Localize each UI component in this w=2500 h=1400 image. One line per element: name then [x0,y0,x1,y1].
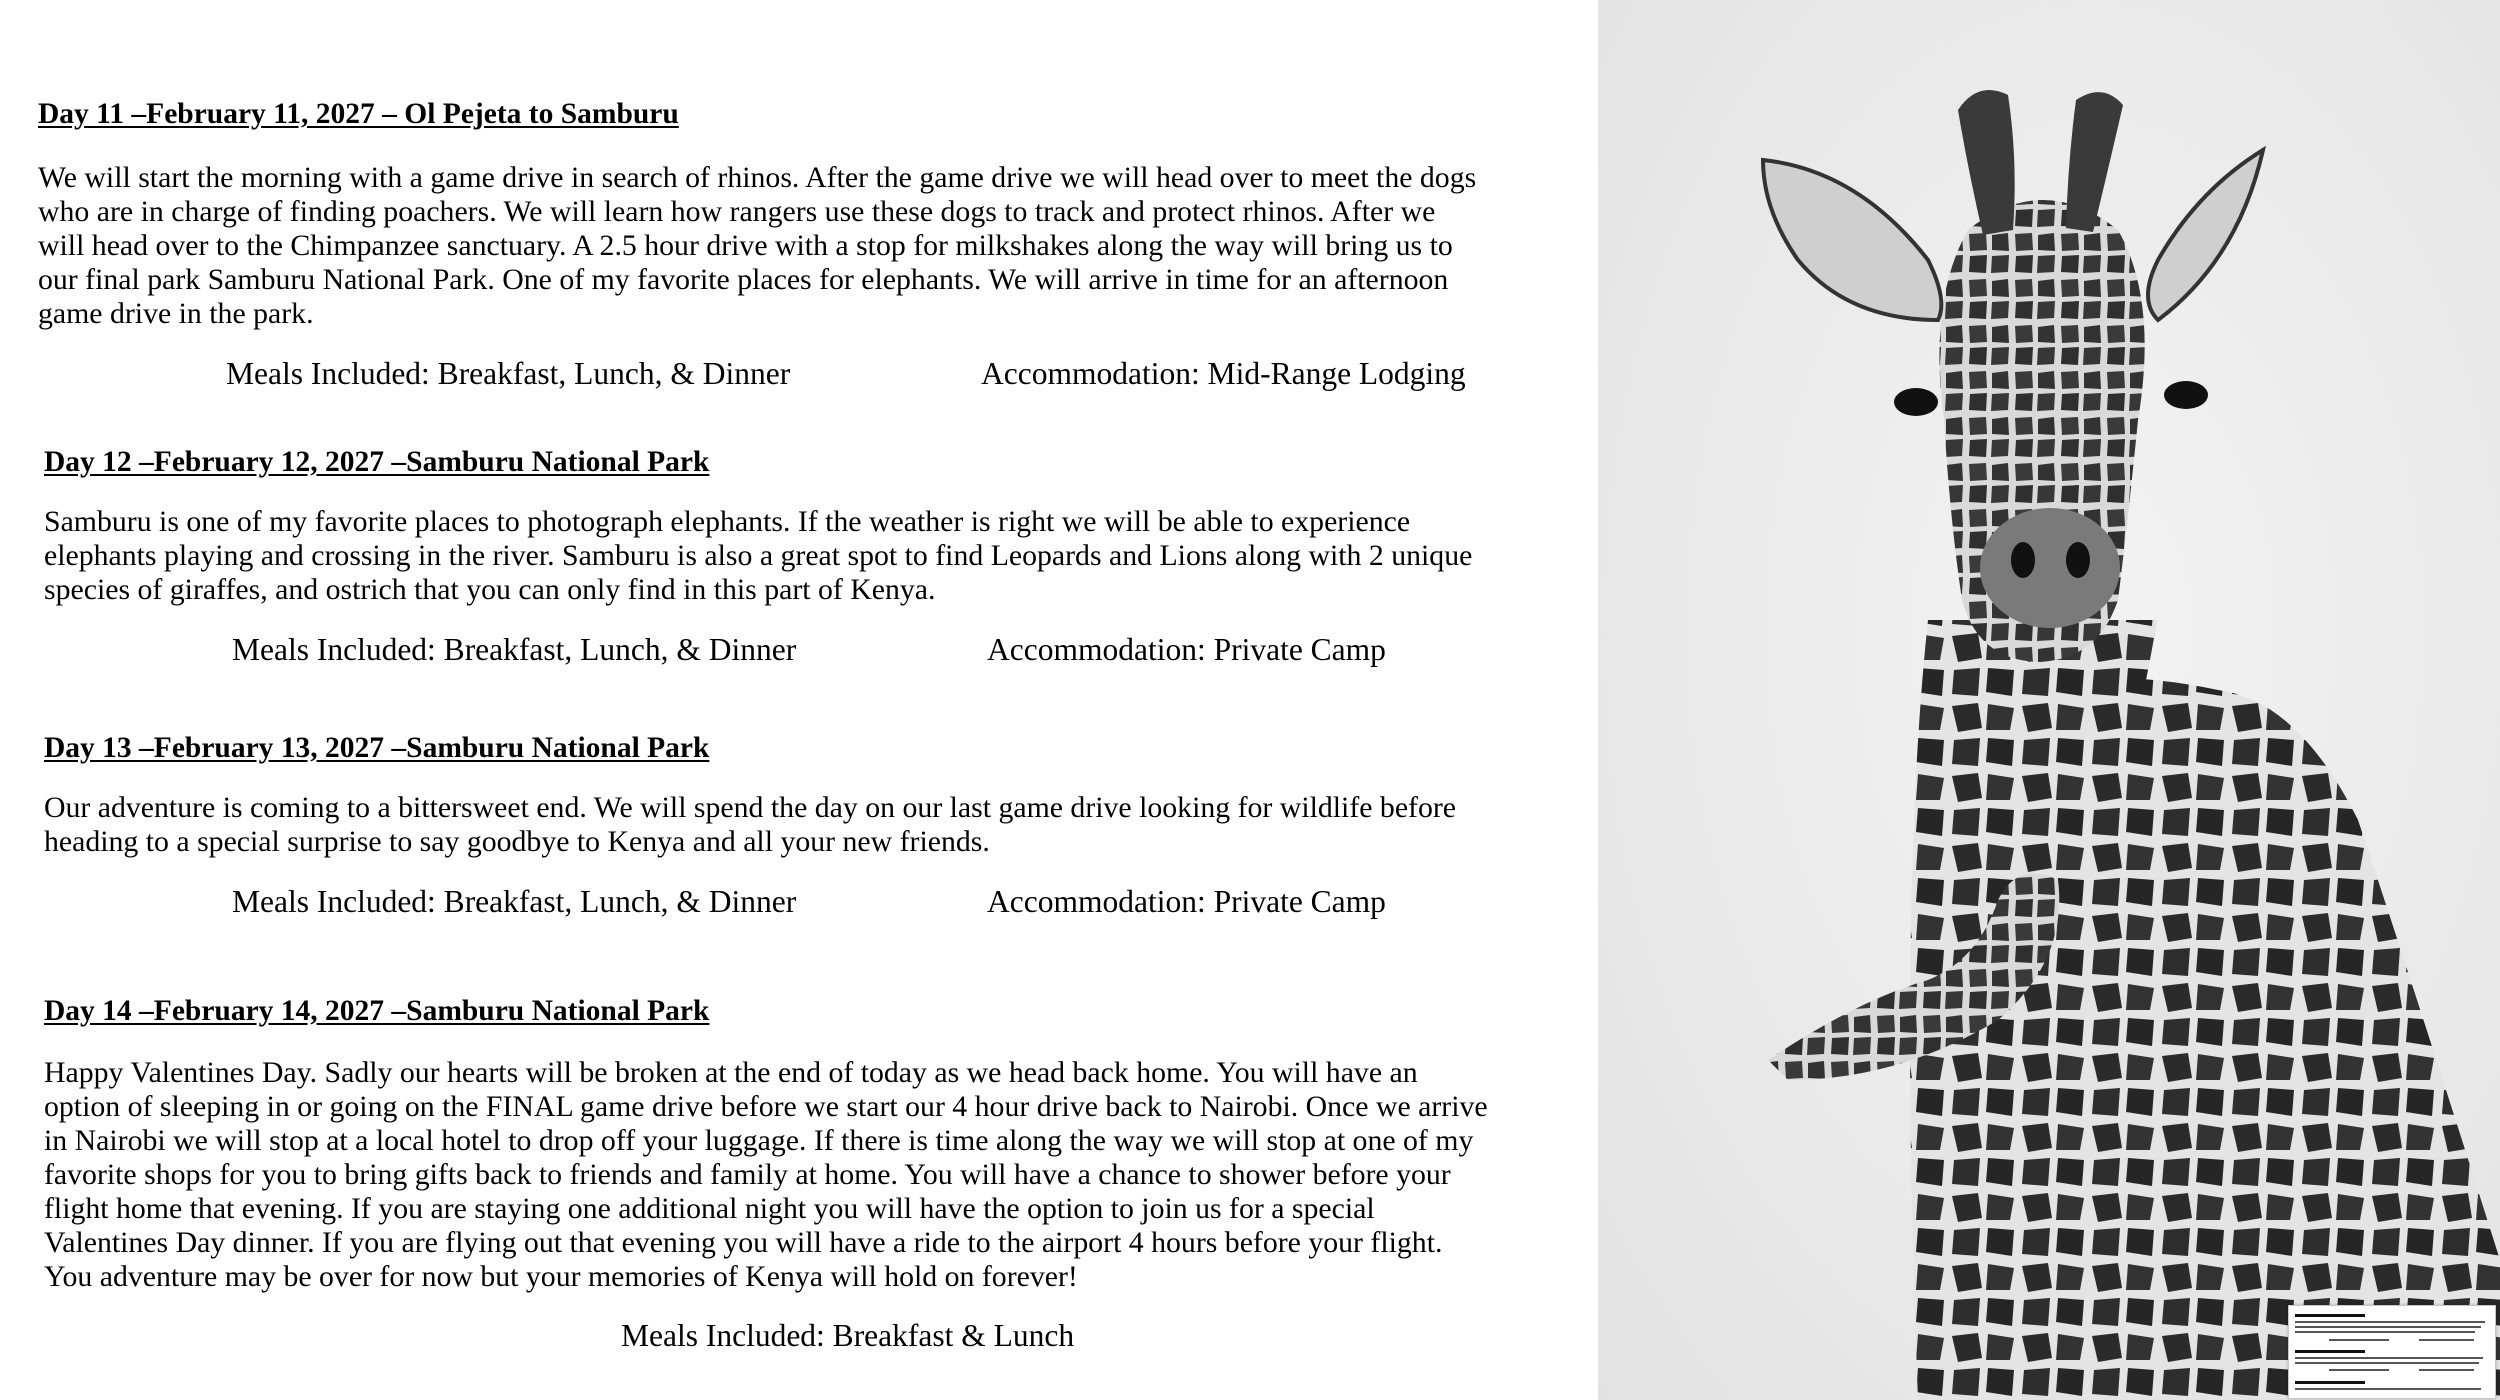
day-11-line: game drive in the park. [38,297,314,330]
day-11-heading: Day 11 –February 11, 2027 – Ol Pejeta to Samburu [38,98,679,130]
day-14-line: Valentines Day dinner. If you are flying out that evening you will have a ride to the airport 4 hours before your flight. [44,1226,1443,1259]
day-13-accommodation: Accommodation: Private Camp [987,884,1386,919]
day-11-line: who are in charge of finding poachers. We will learn how rangers use these dogs to track and protect rhinos. After we [38,195,1436,228]
day-11-meals: Meals Included: Breakfast, Lunch, & Dinner [226,356,791,391]
day-14-heading: Day 14 –February 14, 2027 –Samburu National Park [44,995,710,1027]
day-11-line: will head over to the Chimpanzee sanctuary. A 2.5 hour drive with a stop for milkshakes along the way will bring us to [38,229,1453,262]
day-12-description [44,505,1624,607]
giraffe-photo [1598,0,2500,1400]
day-11-accommodation: Accommodation: Mid-Range Lodging [981,356,1466,391]
day-12-heading: Day 12 –February 12, 2027 –Samburu National Park [44,446,710,478]
day-13-line: heading to a special surprise to say goodbye to Kenya and all your new friends. [44,825,990,858]
day-12-meals: Meals Included: Breakfast, Lunch, & Dinner [232,632,797,667]
day-14-line: option of sleeping in or going on the FINAL game drive before we start our 4 hour drive back to Nairobi. Once we arrive [44,1090,1488,1123]
day-14-line: favorite shops for you to bring gifts back to friends and family at home. You will have a chance to shower before your [44,1158,1451,1191]
day-12-line: species of giraffes, and ostrich that you can only find in this part of Kenya. [44,573,936,606]
day-13-line: Our adventure is coming to a bittersweet end. We will spend the day on our last game drive looking for wildlife before [44,791,1457,824]
page-thumbnail[interactable] [2288,1305,2496,1399]
day-12-accommodation: Accommodation: Private Camp [987,632,1386,667]
day-14-line: in Nairobi we will stop at a local hotel to drop off your luggage. If there is time along the way we will stop at one of my [44,1124,1474,1157]
day-12-line: Samburu is one of my favorite places to photograph elephants. If the weather is right we will be able to experience [44,505,1411,538]
day-11-description [38,161,1618,331]
day-13-heading: Day 13 –February 13, 2027 –Samburu National Park [44,732,710,764]
day-12-line: elephants playing and crossing in the river. Samburu is also a great spot to find Leopards and Lions along with 2 unique [44,539,1473,572]
day-11-line: We will start the morning with a game drive in search of rhinos. After the game drive we will head over to meet the dogs [38,161,1477,194]
day-13-meals: Meals Included: Breakfast, Lunch, & Dinner [232,884,797,919]
day-14-line: You adventure may be over for now but your memories of Kenya will hold on forever! [44,1260,1078,1293]
day-14-line: flight home that evening. If you are staying one additional night you will have the option to join us for a special [44,1192,1375,1225]
day-11-line: our final park Samburu National Park. One of my favorite places for elephants. We will arrive in time for an afternoon [38,263,1449,296]
day-14-line: Happy Valentines Day. Sadly our hearts will be broken at the end of today as we head back home. You will have an [44,1056,1418,1089]
day-14-meals: Meals Included: Breakfast & Lunch [621,1318,1075,1353]
day-13-description [44,791,1624,859]
day-14-description [44,1056,1624,1294]
